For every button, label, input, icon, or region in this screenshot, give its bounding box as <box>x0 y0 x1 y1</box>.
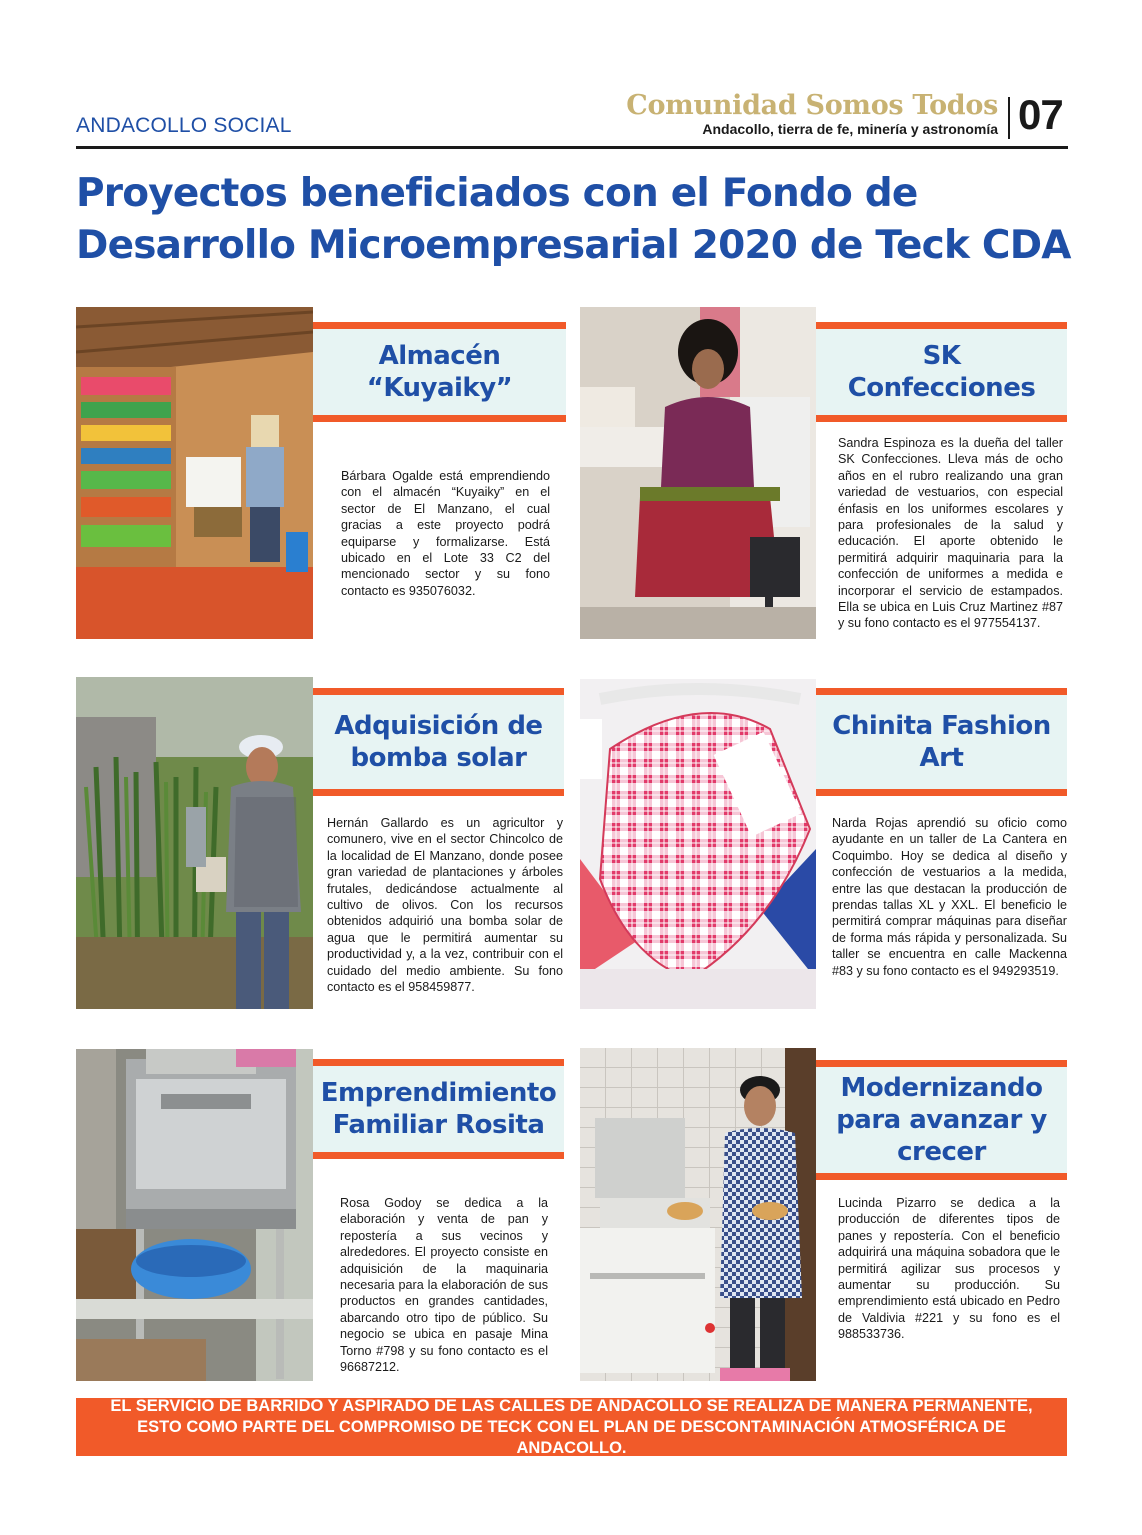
card-body-sk: Sandra Espinoza es la dueña del taller SK Confecciones. Lleva más de ocho años en el rubro realizando una gran variedad de vestuarios, con especial énfasis en los uniformes escolares y para profesionales de la salud y educación. El aporte obtenido le permitirá adquirir maquinaria para la confección de uniformes a medida e incorporar el servicio de estampados. Ella se ubica en Luis Cruz Martinez #87 y su fono contacto es el 977554137. <box>838 436 1063 631</box>
card-title-sk: SK Confecciones <box>847 341 1036 403</box>
photo-modernizando-bakery <box>580 1048 816 1381</box>
photo-bomba-solar <box>76 677 313 1009</box>
card-body-rosita: Rosa Godoy se dedica a la elaboración y venta de pan y repostería a sus vecinos y alrededores. El proyecto consiste en adquisición de la maquinaria necesaria para la elaboración de sus productos en grandes cantidades, abarcando otro tipo de público. Su negocio se ubica en pasaje Mina Torno #798 y su fono contacto es el 96687212. <box>340 1196 548 1375</box>
card-title-modernizando: Modernizando para avanzar y crecer <box>836 1073 1047 1167</box>
page-number: 07 <box>1018 91 1063 138</box>
card-body-modernizando: Lucinda Pizarro se dedica a la producción de diferentes tipos de panes y repostería. Con el beneficio adquirirá una máquina sobadora que le permitirá agilizar sus procesos y aumentar su producción. Su emprendimiento está ubicado en Pedro de Valdivia #221 y su fono es el 988533736. <box>838 1196 1060 1342</box>
card-title-chinita: Chinita Fashion Art <box>832 711 1051 773</box>
photo-rosita-oven <box>76 1049 313 1381</box>
header-rule <box>76 146 1068 149</box>
card-title-band <box>313 322 566 422</box>
card-title-band <box>816 322 1067 422</box>
card-title-bomba: Adquisición de bomba solar <box>334 711 543 773</box>
photo-sk-confecciones <box>580 307 816 639</box>
section-label: ANDACOLLO SOCIAL <box>76 114 292 137</box>
card-body-bomba: Hernán Gallardo es un agricultor y comunero, vive en el sector Chincolco de la localidad de El Manzano, donde posee gran variedad de plantaciones y árboles frutales, dedicándose actualmente al cultivo de olivos. Con los recursos obtenidos adquirió una bomba solar de agua que le permitirá aumentar su productividad y, a la vez, contribuir con el cuidado del medio ambiente. Su fono contacto es el 958459877. <box>327 816 563 995</box>
card-body-almacen: Bárbara Ogalde está emprendiendo con el almacén “Kuyaiky” en el sector de El Manzano, el cual gracias a este proyecto podrá equiparse y formalizarse. Está ubicado en el Lote 33 C2 del mencionado sector y su fono contacto es 935076032. <box>341 469 550 598</box>
masthead-divider <box>1008 97 1010 139</box>
card-title-band <box>313 1059 564 1159</box>
photo-chinita-mask <box>580 679 816 1009</box>
page-headline: Proyectos beneficiados con el Fondo de Desarrollo Microempresarial 2020 de Teck CDA <box>76 171 1071 268</box>
card-title-almacen: Almacén “Kuyaiky” <box>366 341 513 403</box>
footer-banner <box>76 1398 1067 1456</box>
photo-almacen-store <box>76 307 313 639</box>
footer-text: EL SERVICIO DE BARRIDO Y ASPIRADO DE LAS CALLES DE ANDACOLLO SE REALIZA DE MANERA PERMANENTE, ESTO COMO PARTE DEL COMPROMISO DE TECK CON EL PLAN DE DESCONTAMINACIÓN ATMOSFÉRICA DE ANDACOLLO. <box>110 1396 1033 1457</box>
card-body-chinita: Narda Rojas aprendió su oficio como ayudante en un taller de La Cantera en Coquimbo. Hoy se dedica al diseño y confección de vestuarios a la medida, entre las que destacan la producción de prendas tallas XL y XXL. El beneficio le permitirá comprar máquinas para diseñar de forma más rápida y personalizada. Su taller se encuentra en calle Mackenna #83 y su fono contacto es el 949293519. <box>832 816 1067 978</box>
card-title-band <box>313 688 564 796</box>
card-title-band <box>816 688 1067 796</box>
card-title-rosita: Emprendimiento Familiar Rosita <box>320 1078 557 1140</box>
masthead-title: Comunidad Somos Todos <box>626 90 998 121</box>
masthead-subtitle: Andacollo, tierra de fe, minería y astronomía <box>702 121 998 137</box>
card-title-band <box>816 1060 1067 1180</box>
